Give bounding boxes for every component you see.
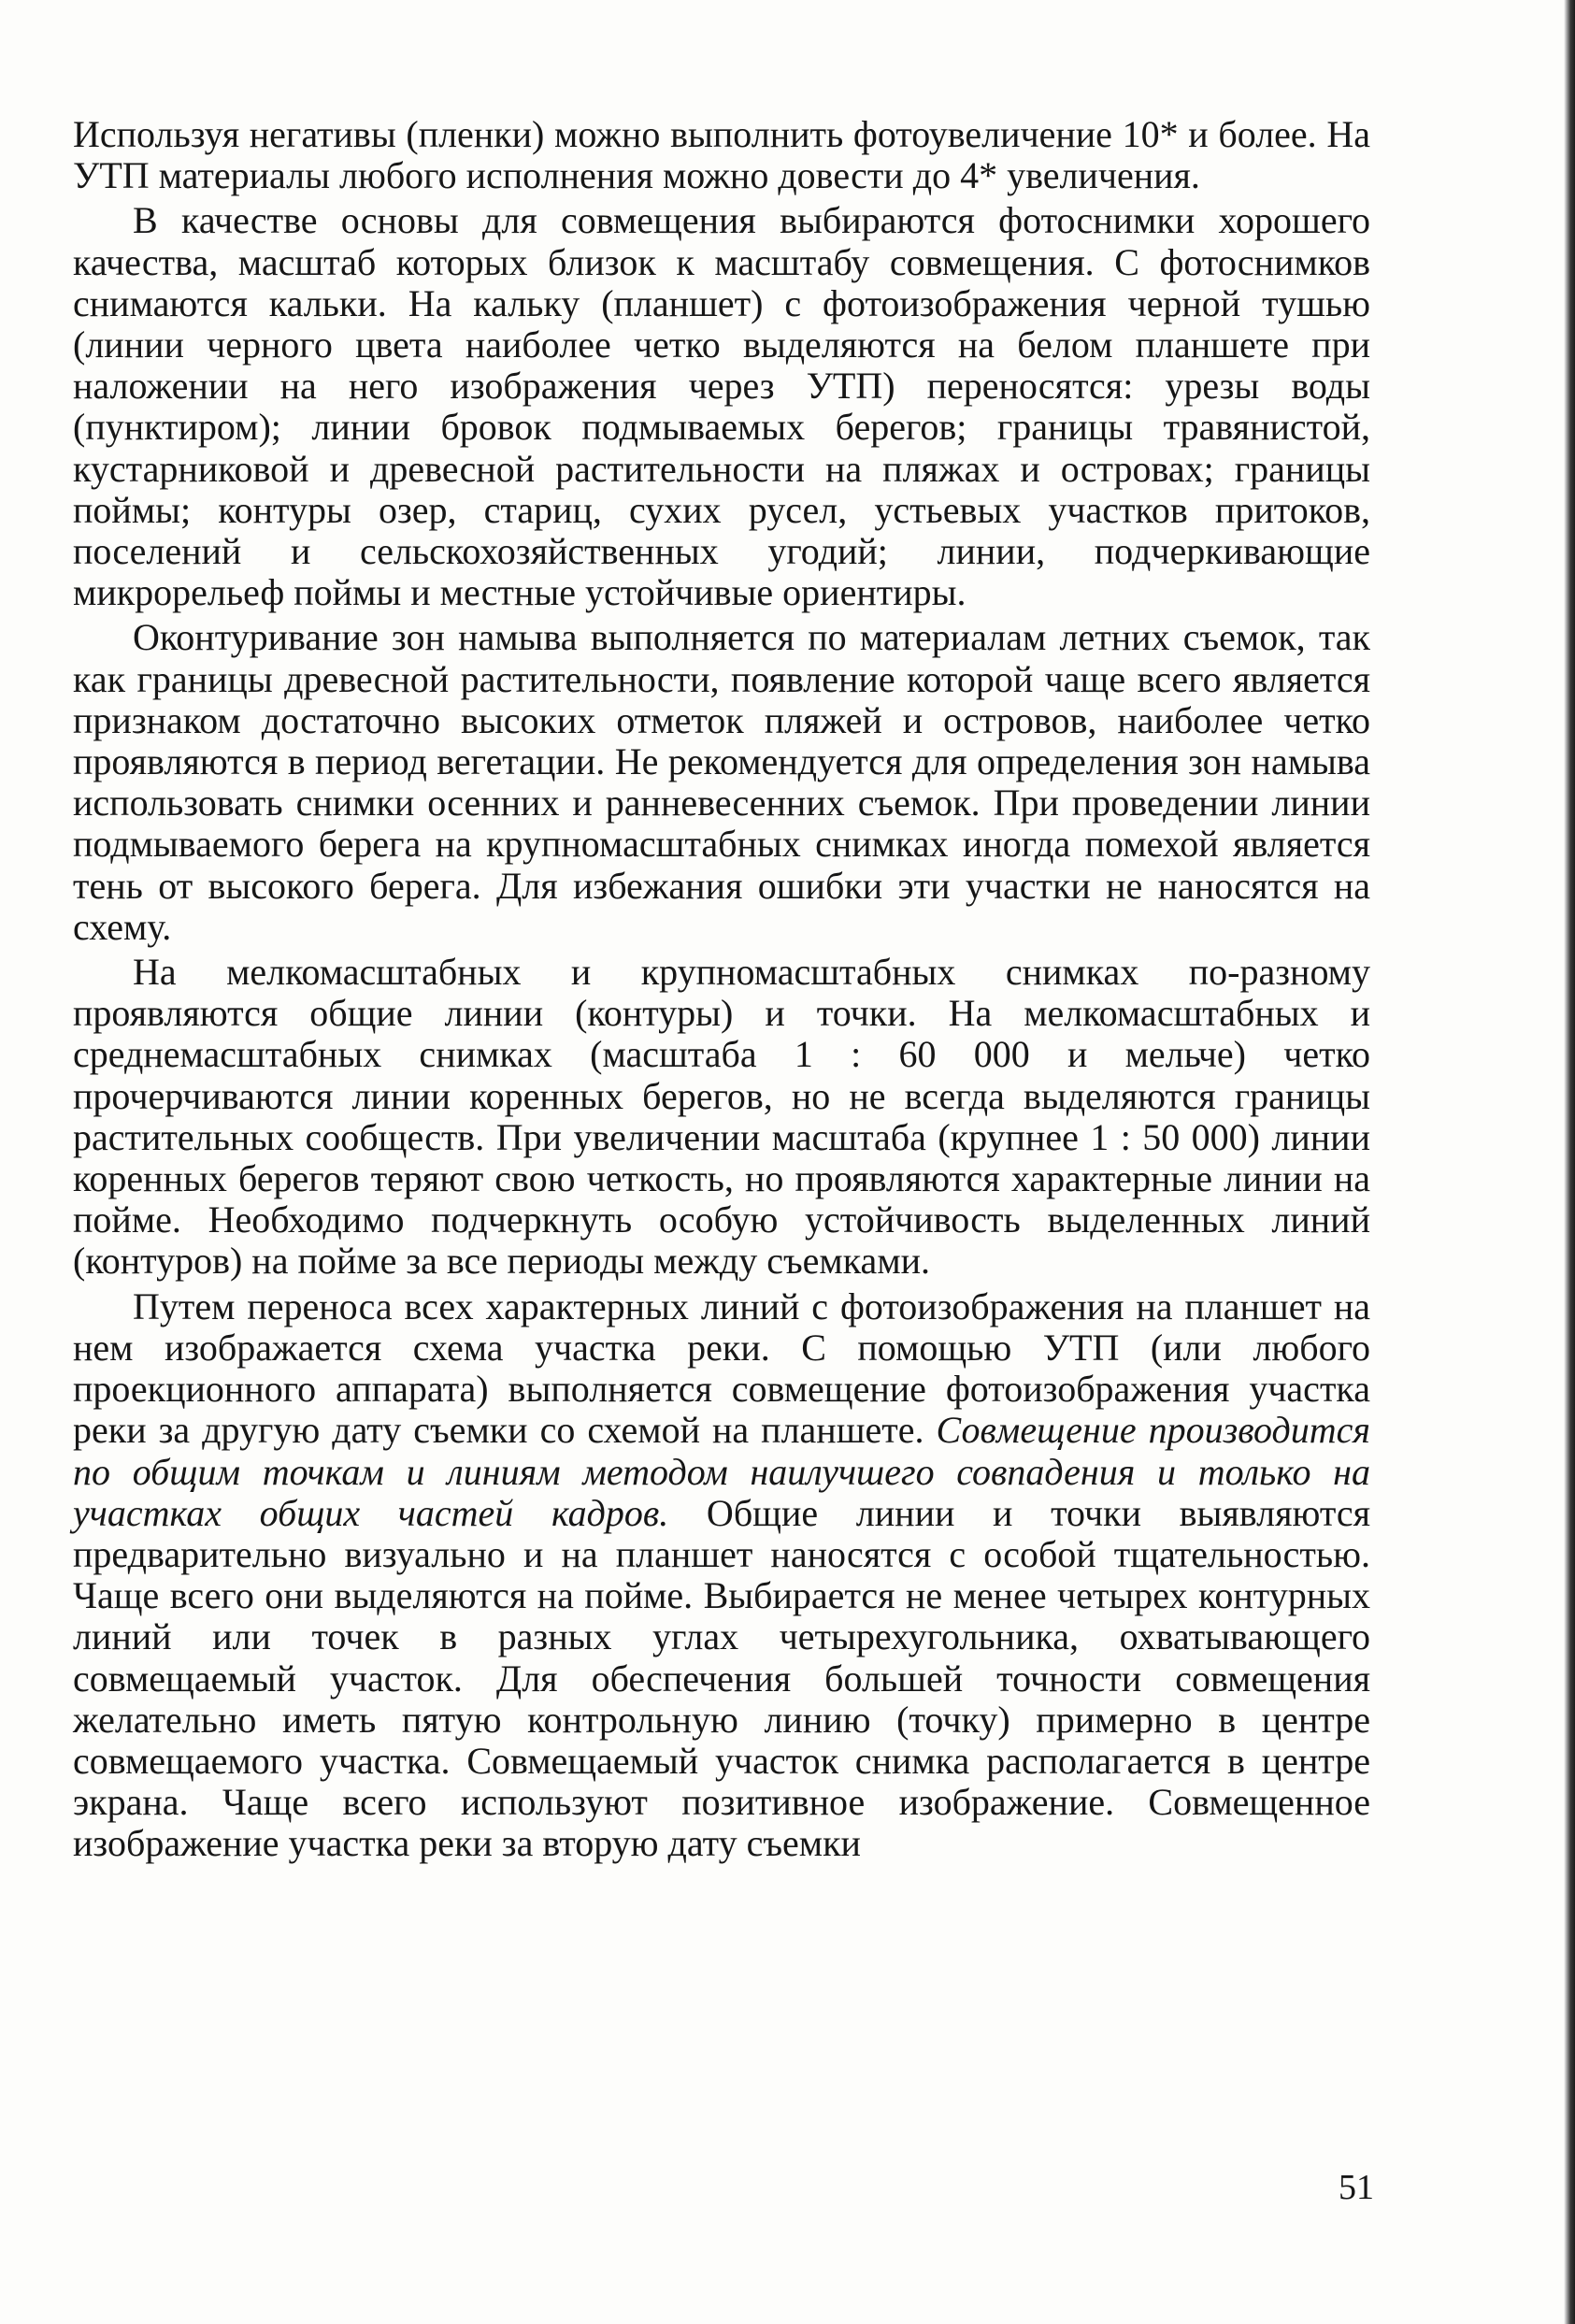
body-text bbox=[73, 114, 1370, 1865]
page-edge-shadow bbox=[1564, 0, 1575, 2324]
paragraph-3 bbox=[73, 617, 1370, 948]
paragraph-4-text: На мелкомасштабных и крупномасштабных снимках по-разному проявляются общие линии (контуры) и точки. На мелкомасштабных и среднемасштабных снимках (масштаба 1 : 60 000 и мельче) четко прочерчиваются линии коренных берегов, но не всегда выделяются границы растительных сообществ. При увеличении масштаба (крупнее 1 : 50 000) линии коренных берегов теряют свою четкость, но проявляются характерные линии на пойме. Необходимо подчеркнуть особую устойчивость выделенных линий (контуров) на пойме за все периоды между съемками. bbox=[73, 951, 1370, 1283]
paragraph-5-text-end: Общие линии и точки выявляются предварительно визуально и на планшет наносятся с особой тщательностью. Чаще всего они выделяются на пойме. Выбирается не менее четырех контурных линий или точек в разных углах четырехугольника, охватывающего совмещаемый участок. Для обеспечения большей точности совмещения желательно иметь пятую контрольную линию (точку) примерно в центре совмещаемого участка. Совмещаемый участок снимка располагается в центре экрана. Чаще всего используют позитивное изображение. Совмещенное изображение участка реки за вторую дату съемки bbox=[73, 1491, 1370, 1865]
paragraph-1-text: Используя негативы (пленки) можно выполнить фотоувеличение 10* и более. На УТП материалы любого исполнения можно довести до 4* увеличения. bbox=[73, 113, 1370, 197]
paragraph-2 bbox=[73, 200, 1370, 613]
paragraph-5-text-start: Путем переноса всех характерных линий с фотоизображения на планшет на нем изображается схема участка реки. С помощью УТП (или любого проекционного аппарата) выполняется совмещение фотоизображения участка реки за другую дату съемки со схемой на планшете. bbox=[73, 1284, 1370, 1452]
paragraph-4 bbox=[73, 952, 1370, 1283]
paragraph-2-text: В качестве основы для совмещения выбираются фотоснимки хорошего качества, масштаб которых близок к масштабу совмещения. С фотоснимков снимаются кальки. На кальку (планшет) с фотоизображения черной тушью (линии черного цвета наиболее четко выделяются на белом планшете при наложении на него изображения через УТП) переносятся: урезы воды (пунктиром); линии бровок подмываемых берегов; границы травянистой, кустарниковой и древесной растительности на пляжах и островах; границы поймы; контуры озер, стариц, сухих русел, устьевых участков притоков, поселений и сельскохозяйственных угодий; линии, подчеркивающие микрорельеф поймы и местные устойчивые ориентиры. bbox=[73, 199, 1370, 614]
page-number: 51 bbox=[1339, 2168, 1374, 2207]
paragraph-5-emphasis: Совмещение производится по общим точкам и линиям методом наилучшего совпадения и только на участках общих частей кадров. bbox=[73, 1409, 1370, 1534]
paragraph-5 bbox=[73, 1286, 1370, 1865]
paragraph-1 bbox=[73, 114, 1370, 196]
paragraph-3-text: Оконтуривание зон намыва выполняется по материалам летних съемок, так как границы древесной растительности, появление которой чаще всего является признаком достаточно высоких отметок пляжей и островов, наиболее четко проявляются в период вегетации. Не рекомендуется для определения зон намыва использовать снимки осенних и ранневесенних съемок. При проведении линии подмываемого берега на крупномасштабных снимках иногда помехой является тень от высокого берега. Для избежания ошибки эти участки не наносятся на схему. bbox=[73, 616, 1370, 948]
